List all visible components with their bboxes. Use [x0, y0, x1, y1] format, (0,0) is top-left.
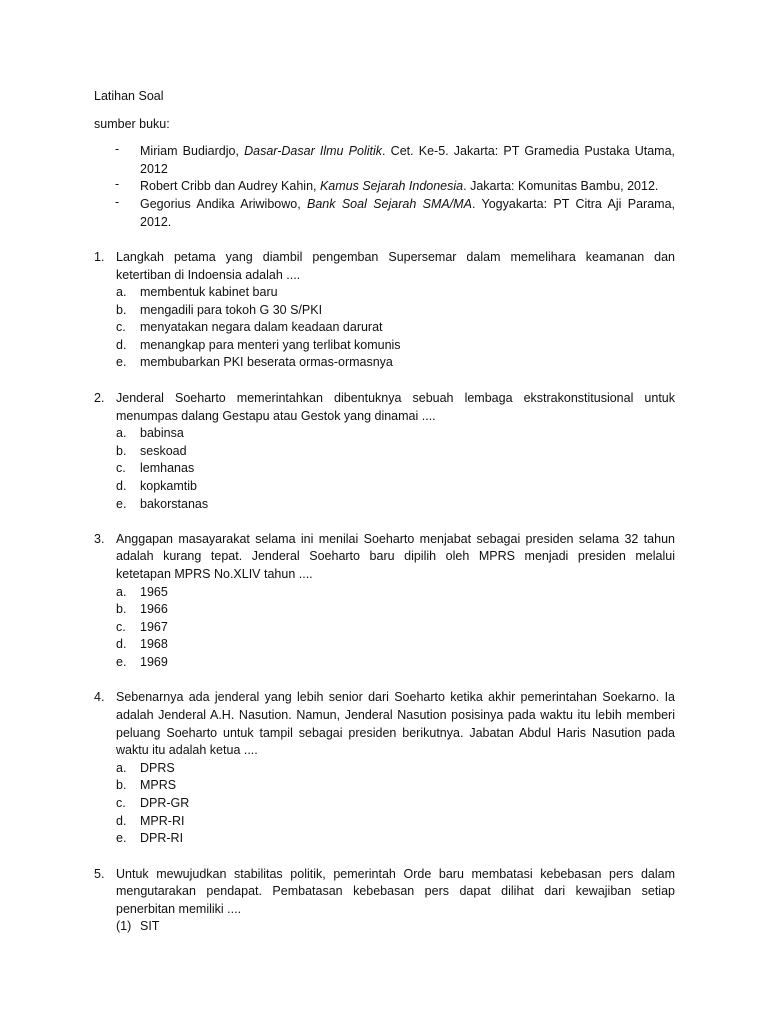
question-text-line: peluang Soeharto untuk tampil sebagai presiden berikutnya. Jabatan Abdul Haris Nasution pada: [116, 726, 675, 740]
option-text: lemhanas: [140, 461, 195, 475]
question-number: 3.: [94, 532, 105, 546]
source-author: Miriam Budiardjo,: [140, 144, 245, 158]
option-letter: d.: [116, 814, 127, 828]
option-letter: e.: [116, 497, 127, 511]
option-text: babinsa: [140, 426, 184, 440]
option-text: MPR-RI: [140, 814, 185, 828]
option-text: membubarkan PKI beserata ormas-ormasnya: [140, 355, 393, 369]
option-letter: c.: [116, 320, 126, 334]
question-text-line: ketetapan MPRS No.XLIV tahun ....: [116, 567, 313, 581]
document-title: Latihan Soal: [94, 89, 164, 103]
option-letter: e.: [116, 655, 127, 669]
option-letter: a.: [116, 426, 127, 440]
option-text: DPR-RI: [140, 831, 184, 845]
option-letter: b.: [116, 303, 127, 317]
option-letter: e.: [116, 355, 127, 369]
question-text-line: Langkah petama yang diambil pengemban Supersemar dalam memelihara keamanan dan: [116, 250, 675, 264]
question-text-line: adalah Jenderal A.H. Nasution. Namun, Jenderal Nasution posisinya pada waktu itu lebih memberi: [116, 708, 675, 722]
option-text: seskoad: [140, 444, 187, 458]
question-text-line: menumpas dalang Gestapu atau Gestok yang dinamai ....: [116, 409, 436, 423]
question-text-line: adalah kurang tepat. Jenderal Soeharto baru dipilih oleh MPRS menjadi presiden melalui: [116, 549, 675, 563]
question-text-line: Untuk mewujudkan stabilitas politik, pemerintah Orde baru membatasi kebebasan pers dalam: [116, 867, 675, 881]
question-text-line: waktu itu adalah ketua ....: [116, 743, 258, 757]
source-line: [140, 142, 675, 160]
source-book-title: Kamus Sejarah Indonesia: [319, 179, 464, 193]
option-text: MPRS: [140, 778, 177, 792]
option-text: 1969: [140, 655, 168, 669]
source-line: [140, 195, 675, 213]
option-letter: e.: [116, 831, 127, 845]
question-number: 5.: [94, 867, 105, 881]
option-letter: d.: [116, 479, 127, 493]
option-text: DPRS: [140, 761, 175, 775]
statement-number: (1): [116, 919, 132, 933]
option-letter: a.: [116, 761, 127, 775]
question-text-line: Sebenarnya ada jenderal yang lebih senior dari Soeharto ketika akhir pemerintahan Soekarno. Ia: [116, 690, 675, 704]
question-number: 2.: [94, 391, 105, 405]
option-letter: b.: [116, 602, 127, 616]
option-text: 1968: [140, 637, 168, 651]
question-number: 1.: [94, 250, 105, 264]
option-text: mengadili para tokoh G 30 S/PKI: [140, 303, 323, 317]
option-letter: a.: [116, 585, 127, 599]
statement-text: SIT: [140, 919, 160, 933]
option-text: membentuk kabinet baru: [140, 285, 278, 299]
source-book-title: Bank Soal Sejarah SMA/MA: [307, 197, 472, 211]
option-letter: a.: [116, 285, 127, 299]
list-dash: -: [115, 195, 120, 209]
option-letter: b.: [116, 444, 127, 458]
option-letter: d.: [116, 637, 127, 651]
option-letter: c.: [116, 461, 126, 475]
option-text: 1967: [140, 620, 168, 634]
source-publisher: . Cet. Ke-5. Jakarta: PT Gramedia Pustaka Utama,: [382, 144, 675, 158]
list-dash: -: [115, 142, 120, 156]
question-text-line: penerbitan memiliki ....: [116, 902, 242, 916]
option-text: 1966: [140, 602, 168, 616]
source-line: [140, 177, 675, 195]
question-text-line: Anggapan masayarakat selama ini menilai Soeharto menjabat sebagai presiden selama 32 tahun: [116, 532, 675, 546]
source-label: sumber buku:: [94, 117, 170, 131]
option-text: kopkamtib: [140, 479, 197, 493]
option-text: 1965: [140, 585, 168, 599]
list-dash: -: [115, 177, 120, 191]
source-line-cont: 2012: [140, 162, 168, 176]
option-letter: c.: [116, 620, 126, 634]
source-publisher: . Jakarta: Komunitas Bambu, 2012.: [463, 179, 659, 193]
option-letter: c.: [116, 796, 126, 810]
question-text-line: ketertiban di Indoensia adalah ....: [116, 268, 301, 282]
option-letter: b.: [116, 778, 127, 792]
source-book-title: Dasar-Dasar Ilmu Politik: [244, 144, 383, 158]
option-text: bakorstanas: [140, 497, 209, 511]
source-author: Robert Cribb dan Audrey Kahin,: [140, 179, 320, 193]
question-text-line: Jenderal Soeharto memerintahkan dibentuknya sebuah lembaga ekstrakonstitusional untuk: [116, 391, 675, 405]
option-text: DPR-GR: [140, 796, 190, 810]
question-text-line: mengutarakan pendapat. Pembatasan kebebasan pers dapat dilihat dari kewajiban setiap: [116, 884, 675, 898]
source-line-cont: 2012.: [140, 215, 172, 229]
option-letter: d.: [116, 338, 127, 352]
question-number: 4.: [94, 690, 105, 704]
option-text: menangkap para menteri yang terlibat komunis: [140, 338, 401, 352]
source-publisher: . Yogyakarta: PT Citra Aji Parama,: [471, 197, 675, 211]
source-author: Gegorius Andika Ariwibowo,: [140, 197, 308, 211]
option-text: menyatakan negara dalam keadaan darurat: [140, 320, 383, 334]
